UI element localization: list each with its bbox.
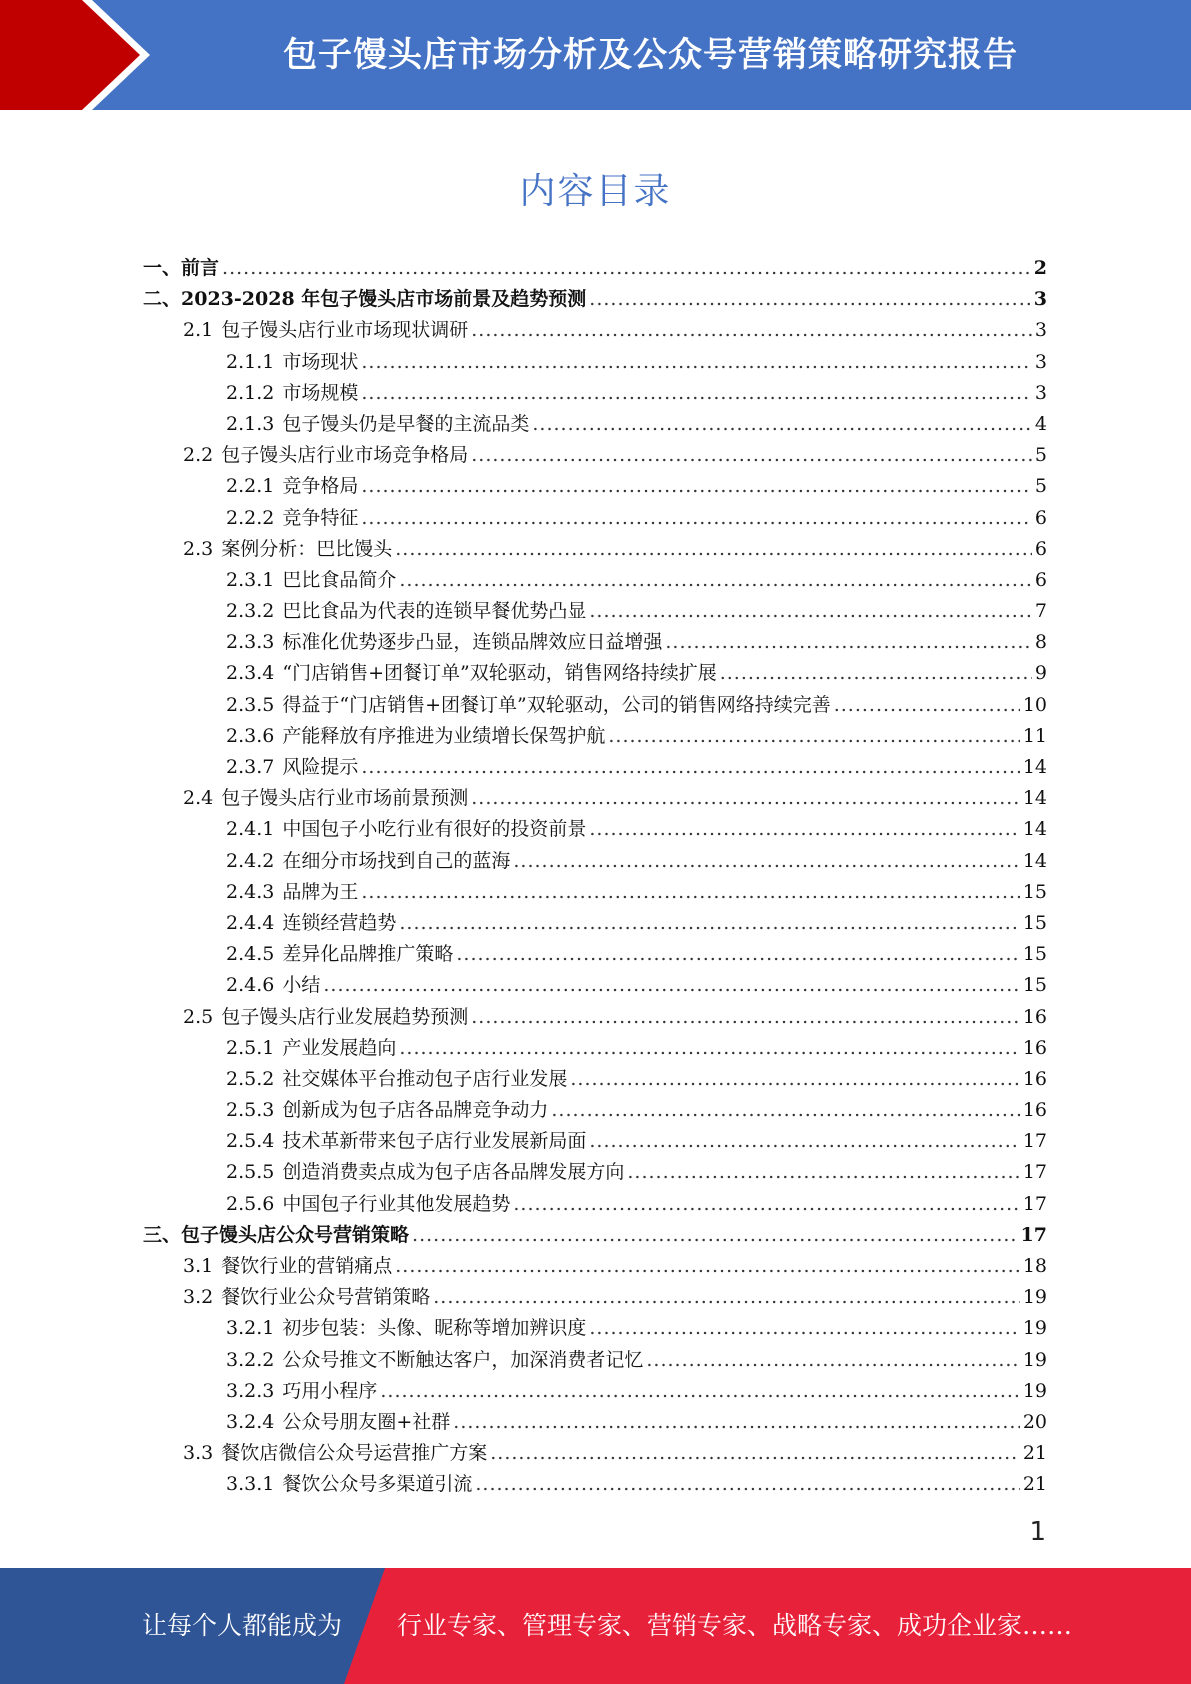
toc-dot-leader bbox=[627, 1157, 1019, 1188]
toc-entry-page: 5 bbox=[1034, 475, 1047, 498]
toc-entry-page: 19 bbox=[1022, 1286, 1047, 1309]
toc-entry-page: 19 bbox=[1022, 1317, 1047, 1340]
toc-dot-leader bbox=[395, 1251, 1020, 1282]
toc-entry[interactable] bbox=[143, 814, 1047, 845]
toc-entry-title: 中国包子小吃行业有很好的投资前景 bbox=[282, 818, 587, 841]
toc-entry-page: 18 bbox=[1022, 1255, 1047, 1277]
toc-heading: 内容目录 bbox=[519, 171, 672, 212]
toc-dot-leader bbox=[399, 565, 1032, 596]
toc-dot-leader bbox=[380, 1376, 1019, 1407]
toc-entry[interactable] bbox=[143, 721, 1047, 752]
toc-dot-leader bbox=[513, 846, 1019, 877]
toc-entry-page: 6 bbox=[1034, 537, 1047, 560]
table-of-contents bbox=[143, 253, 1047, 1501]
page-header-band bbox=[0, 0, 1191, 110]
toc-entry[interactable] bbox=[143, 378, 1047, 409]
toc-entry-title: 案例分析：巴比馒头 bbox=[221, 537, 393, 560]
toc-entry-title: 产业发展趋向 bbox=[282, 1036, 397, 1059]
toc-dot-leader bbox=[361, 503, 1032, 534]
toc-entry-page: 6 bbox=[1034, 568, 1047, 591]
toc-entry-page: 3 bbox=[1034, 350, 1047, 373]
toc-entry-page: 14 bbox=[1022, 849, 1047, 872]
toc-entry[interactable] bbox=[143, 970, 1047, 1001]
report-title: 包子馒头店市场分析及公众号营销策略研究报告 bbox=[283, 35, 1018, 75]
toc-entry-number: 三、 bbox=[143, 1223, 182, 1246]
toc-entry-page: 20 bbox=[1022, 1410, 1047, 1433]
toc-entry-title: 包子馒头店行业市场前景预测 bbox=[221, 787, 469, 810]
toc-entry-title: 巴比食品为代表的连锁早餐优势凸显 bbox=[282, 600, 587, 623]
toc-entry-number: 2.3.2 bbox=[226, 600, 275, 623]
toc-entry-page: 3 bbox=[1034, 381, 1047, 404]
toc-dot-leader bbox=[834, 690, 1020, 721]
toc-dot-leader bbox=[395, 534, 1032, 565]
toc-dot-leader bbox=[646, 1345, 1019, 1376]
toc-entry-number: 二、 bbox=[143, 288, 182, 311]
toc-entry[interactable] bbox=[143, 1002, 1047, 1033]
toc-entry[interactable] bbox=[143, 1282, 1047, 1313]
toc-dot-leader bbox=[589, 596, 1032, 627]
toc-entry-page: 16 bbox=[1022, 1067, 1047, 1090]
toc-entry[interactable] bbox=[143, 627, 1047, 658]
toc-dot-leader bbox=[608, 721, 1019, 752]
toc-dot-leader bbox=[532, 409, 1032, 440]
toc-dot-leader bbox=[570, 1064, 1019, 1095]
toc-entry-title: 巴比食品简介 bbox=[282, 568, 397, 591]
toc-entry-title: 前言 bbox=[181, 257, 220, 279]
toc-entry[interactable] bbox=[143, 1251, 1047, 1282]
toc-entry[interactable] bbox=[143, 939, 1047, 970]
toc-entry[interactable] bbox=[143, 1313, 1047, 1344]
toc-entry-title: 小结 bbox=[282, 974, 321, 997]
toc-entry[interactable] bbox=[143, 471, 1047, 502]
toc-entry-number: 2.3.7 bbox=[226, 756, 275, 778]
toc-entry-title: 社交媒体平台推动包子店行业发展 bbox=[282, 1067, 568, 1090]
toc-entry-number: 2.2 bbox=[183, 444, 214, 467]
toc-entry-title: 市场现状 bbox=[282, 350, 359, 373]
toc-entry[interactable] bbox=[143, 1345, 1047, 1376]
toc-dot-leader bbox=[589, 814, 1019, 845]
toc-entry[interactable] bbox=[143, 284, 1047, 315]
toc-entry-number: 2.3.3 bbox=[226, 631, 275, 654]
toc-entry-number: 3.1 bbox=[183, 1255, 214, 1277]
toc-entry-number: 一、 bbox=[143, 257, 182, 279]
toc-entry-title: 包子馒头店行业市场竞争格局 bbox=[221, 444, 469, 467]
toc-entry[interactable] bbox=[143, 1189, 1047, 1220]
toc-entry[interactable] bbox=[143, 1469, 1047, 1500]
toc-entry-number: 2.1 bbox=[183, 319, 214, 342]
toc-dot-leader bbox=[456, 939, 1019, 970]
toc-entry-number: 2.4.2 bbox=[226, 849, 275, 872]
toc-entry[interactable] bbox=[143, 1157, 1047, 1188]
toc-entry-number: 2.4.6 bbox=[226, 974, 275, 997]
toc-entry-title: 差异化品牌推广策略 bbox=[282, 943, 454, 966]
toc-entry-page: 8 bbox=[1034, 631, 1047, 654]
footer-slogan-right: 行业专家、管理专家、营销专家、战略专家、成功企业家…… bbox=[397, 1611, 1073, 1640]
toc-dot-leader bbox=[399, 908, 1019, 939]
toc-entry-title: 公众号推文不断触达客户，加深消费者记忆 bbox=[282, 1348, 644, 1371]
toc-dot-leader bbox=[490, 1438, 1020, 1469]
toc-entry-number: 2.1.2 bbox=[226, 381, 275, 404]
toc-dot-leader bbox=[720, 658, 1032, 689]
toc-entry-page: 19 bbox=[1022, 1379, 1047, 1402]
toc-dot-leader bbox=[361, 347, 1032, 378]
toc-entry-number: 3.3.1 bbox=[226, 1473, 275, 1496]
toc-dot-leader bbox=[589, 284, 1030, 315]
toc-dot-leader bbox=[399, 1033, 1019, 1064]
toc-entry-page: 15 bbox=[1022, 974, 1047, 997]
toc-entry-number: 3.2.3 bbox=[226, 1379, 275, 1402]
toc-entry-page: 17 bbox=[1022, 1192, 1047, 1215]
toc-entry[interactable] bbox=[143, 1033, 1047, 1064]
toc-entry-number: 2.4.4 bbox=[226, 911, 275, 934]
toc-dot-leader bbox=[471, 315, 1032, 346]
toc-entry-page: 14 bbox=[1022, 756, 1047, 778]
toc-entry[interactable] bbox=[143, 908, 1047, 939]
toc-entry-title: 中国包子行业其他发展趋势 bbox=[282, 1192, 511, 1215]
toc-entry-page: 14 bbox=[1022, 818, 1047, 841]
toc-entry[interactable] bbox=[143, 1376, 1047, 1407]
toc-entry-title: 巧用小程序 bbox=[282, 1379, 378, 1402]
toc-entry-title: 餐饮行业公众号营销策略 bbox=[221, 1286, 431, 1309]
toc-entry-title: 2023-2028 年包子馒头店市场前景及趋势预测 bbox=[181, 288, 587, 311]
toc-entry-number: 2.5.5 bbox=[226, 1161, 275, 1184]
toc-entry-number: 2.5.2 bbox=[226, 1067, 275, 1090]
page-footer-band bbox=[0, 1568, 1191, 1684]
toc-dot-leader bbox=[471, 783, 1020, 814]
page-number: 1 bbox=[1029, 1517, 1046, 1547]
toc-dot-leader bbox=[589, 1126, 1019, 1157]
toc-entry-title: 包子馒头店行业发展趋势预测 bbox=[221, 1005, 469, 1028]
toc-entry[interactable] bbox=[143, 1064, 1047, 1095]
toc-entry-title: 创新成为包子店各品牌竞争动力 bbox=[282, 1099, 549, 1122]
toc-entry[interactable] bbox=[143, 440, 1047, 471]
toc-entry[interactable] bbox=[143, 253, 1047, 284]
toc-dot-leader bbox=[471, 440, 1032, 471]
toc-entry-title: 餐饮公众号多渠道引流 bbox=[282, 1473, 473, 1496]
toc-entry-title: 包子馒头店行业市场现状调研 bbox=[221, 319, 469, 342]
toc-entry[interactable] bbox=[143, 1438, 1047, 1469]
toc-entry-number: 3.2 bbox=[183, 1286, 214, 1309]
toc-entry-number: 2.5.1 bbox=[226, 1036, 275, 1059]
toc-dot-leader bbox=[433, 1282, 1020, 1313]
toc-entry-page: 9 bbox=[1034, 662, 1047, 685]
toc-entry-title: 公众号朋友圈+社群 bbox=[282, 1410, 451, 1433]
toc-entry-title: 初步包装：头像、昵称等增加辨识度 bbox=[282, 1317, 587, 1340]
toc-entry-title: 技术革新带来包子店行业发展新局面 bbox=[282, 1130, 587, 1153]
toc-entry-title: 标准化优势逐步凸显，连锁品牌效应日益增强 bbox=[282, 631, 663, 654]
toc-entry-number: 2.3.1 bbox=[226, 568, 275, 591]
toc-entry-page: 3 bbox=[1033, 288, 1047, 311]
toc-dot-leader bbox=[589, 1313, 1019, 1344]
toc-entry-page: 15 bbox=[1022, 880, 1047, 903]
toc-dot-leader bbox=[475, 1469, 1019, 1500]
toc-entry-page: 10 bbox=[1022, 693, 1047, 716]
toc-entry-title: 产能释放有序推进为业绩增长保驾护航 bbox=[282, 724, 606, 747]
toc-entry-page: 17 bbox=[1022, 1130, 1047, 1153]
toc-entry[interactable] bbox=[143, 1407, 1047, 1438]
toc-entry[interactable] bbox=[143, 409, 1047, 440]
toc-entry-number: 2.4.5 bbox=[226, 943, 275, 966]
toc-entry-page: 4 bbox=[1034, 412, 1047, 435]
toc-entry-page: 7 bbox=[1034, 600, 1047, 623]
toc-entry-page: 16 bbox=[1022, 1099, 1047, 1122]
toc-entry-title: 餐饮店微信公众号运营推广方案 bbox=[221, 1442, 488, 1465]
toc-entry[interactable] bbox=[143, 315, 1047, 346]
toc-entry-number: 2.2.2 bbox=[226, 506, 275, 529]
toc-entry-page: 21 bbox=[1022, 1473, 1047, 1496]
toc-entry-page: 21 bbox=[1022, 1442, 1047, 1465]
toc-entry-number: 3.2.4 bbox=[226, 1410, 275, 1433]
toc-entry-page: 17 bbox=[1020, 1223, 1047, 1246]
toc-dot-leader bbox=[361, 877, 1019, 908]
toc-entry-page: 6 bbox=[1034, 506, 1047, 529]
toc-entry-title: 包子馒头店公众号营销策略 bbox=[181, 1223, 410, 1246]
toc-dot-leader bbox=[513, 1189, 1019, 1220]
toc-entry-number: 2.4 bbox=[183, 787, 214, 810]
toc-dot-leader bbox=[361, 752, 1019, 783]
toc-entry-title: 风险提示 bbox=[282, 756, 359, 778]
toc-entry[interactable] bbox=[143, 877, 1047, 908]
toc-entry[interactable] bbox=[143, 1220, 1047, 1251]
footer-slogan-left: 让每个人都能成为 bbox=[142, 1611, 343, 1640]
toc-entry-page: 19 bbox=[1022, 1348, 1047, 1371]
toc-entry[interactable] bbox=[143, 503, 1047, 534]
toc-entry[interactable] bbox=[143, 846, 1047, 877]
toc-entry-page: 16 bbox=[1022, 1036, 1047, 1059]
toc-entry[interactable] bbox=[143, 347, 1047, 378]
toc-entry-number: 2.2.1 bbox=[226, 475, 275, 498]
toc-entry[interactable] bbox=[143, 534, 1047, 565]
toc-entry-title: 包子馒头仍是早餐的主流品类 bbox=[282, 412, 530, 435]
toc-entry-number: 2.3.6 bbox=[226, 724, 275, 747]
toc-entry-page: 5 bbox=[1034, 444, 1047, 467]
toc-dot-leader bbox=[471, 1002, 1020, 1033]
toc-dot-leader bbox=[361, 378, 1032, 409]
toc-entry-number: 2.5 bbox=[183, 1005, 214, 1028]
toc-entry[interactable] bbox=[143, 596, 1047, 627]
toc-dot-leader bbox=[361, 471, 1032, 502]
toc-entry[interactable] bbox=[143, 783, 1047, 814]
toc-dot-leader bbox=[323, 970, 1019, 1001]
toc-entry-page: 14 bbox=[1022, 787, 1047, 810]
toc-entry-page: 3 bbox=[1034, 319, 1047, 342]
toc-entry[interactable] bbox=[143, 752, 1047, 783]
toc-entry-title: 得益于“门店销售+团餐订单”双轮驱动，公司的销售网络持续完善 bbox=[282, 693, 831, 716]
toc-entry-title: 品牌为王 bbox=[282, 880, 359, 903]
toc-entry-title: 餐饮行业的营销痛点 bbox=[221, 1255, 393, 1277]
toc-entry[interactable] bbox=[143, 658, 1047, 689]
toc-entry-page: 11 bbox=[1022, 724, 1047, 747]
toc-entry-number: 2.3.5 bbox=[226, 693, 275, 716]
toc-entry-page: 17 bbox=[1022, 1161, 1047, 1184]
toc-entry-number: 2.3 bbox=[183, 537, 214, 560]
toc-entry-number: 3.2.1 bbox=[226, 1317, 275, 1340]
toc-entry-number: 2.1.1 bbox=[226, 350, 275, 373]
toc-dot-leader bbox=[453, 1407, 1020, 1438]
toc-entry[interactable] bbox=[143, 690, 1047, 721]
toc-entry-page: 16 bbox=[1022, 1005, 1047, 1028]
toc-entry-number: 2.5.3 bbox=[226, 1099, 275, 1122]
toc-entry-title: 连锁经营趋势 bbox=[282, 911, 397, 934]
toc-entry-title: “门店销售+团餐订单”双轮驱动，销售网络持续扩展 bbox=[282, 662, 717, 685]
toc-entry[interactable] bbox=[143, 565, 1047, 596]
toc-entry-number: 2.5.6 bbox=[226, 1192, 275, 1215]
toc-entry-title: 创造消费卖点成为包子店各品牌发展方向 bbox=[282, 1161, 625, 1184]
toc-entry-title: 竞争格局 bbox=[282, 475, 359, 498]
toc-dot-leader bbox=[412, 1220, 1018, 1251]
toc-entry-title: 在细分市场找到自己的蓝海 bbox=[282, 849, 511, 872]
toc-entry-number: 2.3.4 bbox=[226, 662, 275, 685]
toc-dot-leader bbox=[665, 627, 1032, 658]
toc-entry-number: 3.3 bbox=[183, 1442, 214, 1465]
toc-entry-number: 2.4.1 bbox=[226, 818, 275, 841]
toc-entry-title: 竞争特征 bbox=[282, 506, 359, 529]
toc-dot-leader bbox=[222, 253, 1031, 284]
toc-entry[interactable] bbox=[143, 1095, 1047, 1126]
toc-entry-page: 15 bbox=[1022, 911, 1047, 934]
toc-entry[interactable] bbox=[143, 1126, 1047, 1157]
toc-entry-number: 3.2.2 bbox=[226, 1348, 275, 1371]
toc-dot-leader bbox=[551, 1095, 1019, 1126]
toc-entry-page: 15 bbox=[1022, 943, 1047, 966]
toc-entry-page: 2 bbox=[1033, 257, 1047, 279]
toc-entry-title: 市场规模 bbox=[282, 381, 359, 404]
toc-entry-number: 2.1.3 bbox=[226, 412, 275, 435]
toc-entry-number: 2.5.4 bbox=[226, 1130, 275, 1153]
toc-entry-number: 2.4.3 bbox=[226, 880, 275, 903]
